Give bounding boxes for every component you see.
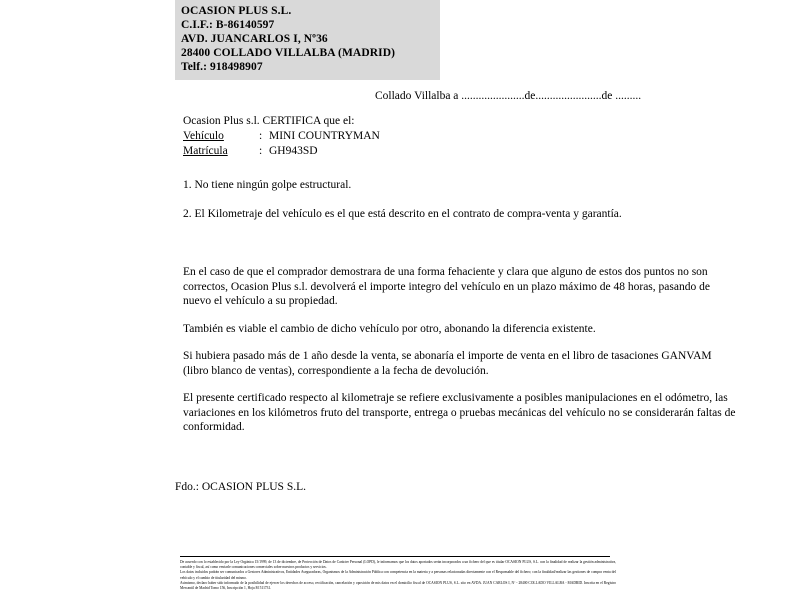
certified-point-1: 1. No tiene ningún golpe estructural. xyxy=(183,179,352,191)
legal-footer-paragraph-3: Asimismo, declaro haber sido informado de la posibilidad de ejercer los derechos de acceso, rectificación, cancelación y oposición de mis datos en el domicilio fiscal de OCASION PLUS, S.L. sito en AVDA. JUAN CARLOS I, Nº - 28400 COLLADO VILLALBA - MADRID. Inscrita en el Registro Mercantil de Madrid Tomo 156, Inscripción 1, Hoja M 511731. xyxy=(180,580,616,591)
legal-footer xyxy=(180,560,616,591)
plate-field-separator: : xyxy=(259,145,263,157)
vehicle-field-row xyxy=(183,129,380,144)
company-phone: Telf.: 918498907 xyxy=(181,61,263,73)
vehicle-field-label: Vehículo xyxy=(183,130,224,142)
body-paragraphs xyxy=(183,265,738,448)
vehicle-field-value: MINI COUNTRYMAN xyxy=(269,130,380,142)
company-header-block xyxy=(175,0,440,80)
body-paragraph-2: También es viable el cambio de dicho vehículo por otro, abonando la diferencia existente. xyxy=(183,322,596,335)
certified-point-2: 2. El Kilometraje del vehículo es el que está descrito en el contrato de compra-venta y garantía. xyxy=(183,208,622,220)
certification-intro: Ocasion Plus s.l. CERTIFICA que el: xyxy=(183,115,355,127)
plate-field-label: Matrícula xyxy=(183,145,228,157)
body-paragraph-1: En el caso de que el comprador demostrara de una forma fehaciente y clara que alguno de estos dos puntos no son correctos, Ocasion Plus s.l. devolverá el importe integro del vehículo en un plazo máximo de 48 horas, pasando de nuevo el vehículo a su propiedad. xyxy=(183,266,710,307)
place-and-date-line: Collado Villalba a ......................de.......................de ......... xyxy=(375,90,642,102)
company-name: OCASION PLUS S.L. xyxy=(181,5,292,17)
company-address-street: AVD. JUANCARLOS I, Nº36 xyxy=(181,33,328,45)
legal-footer-paragraph-2: Los datos incluidos podrán ser comunicados a Gestores Administrativos, Entidades Aseguradoras, Organismos de la Administración Pública con competencia en la materia y a personas relacionadas directamente con el Responsable del fichero; con la finalidad/realizar las gestiones de compra venta del vehículo y el cambio de titularidad del mismo. xyxy=(180,570,616,580)
company-address-city: 28400 COLLADO VILLALBA (MADRID) xyxy=(181,47,396,59)
body-paragraph-4: El presente certificado respecto al kilometraje se refiere exclusivamente a posibles manipulaciones en el odómetro, las variaciones en los kilómetros fruto del transporte, entrega o pruebas mecánicas del vehículo no se considerarán faltas de conformidad. xyxy=(183,392,736,433)
footer-divider xyxy=(180,556,610,557)
legal-footer-paragraph-1: De acuerdo con lo establecido por la Ley Orgánica 15/1999, de 13 de diciembre, de Protección de Datos de Carácter Personal (LOPD), le informamos que los datos aportados serán incorporados a un fichero del que es titular OCASION PLUS, S.L. con la finalidad de realizar la gestión administrativa, contable y fiscal, así como enviarle comunicaciones comerciales sobre nuestros productos y servicios. xyxy=(180,560,616,570)
vehicle-field-separator: : xyxy=(259,130,263,142)
company-cif: C.I.F.: B-86140597 xyxy=(181,19,275,31)
body-paragraph-3: Si hubiera pasado más de 1 año desde la venta, se abonaría el importe de venta en el libro de tasaciones GANVAM (libro blanco de ventas), correspondiente a la fecha de devolución. xyxy=(183,350,712,377)
signature-line: Fdo.: OCASION PLUS S.L. xyxy=(175,481,306,493)
plate-field-row xyxy=(183,144,380,159)
certified-points-list xyxy=(183,178,763,236)
certification-block xyxy=(183,114,380,159)
plate-field-value: GH943SD xyxy=(269,145,318,157)
